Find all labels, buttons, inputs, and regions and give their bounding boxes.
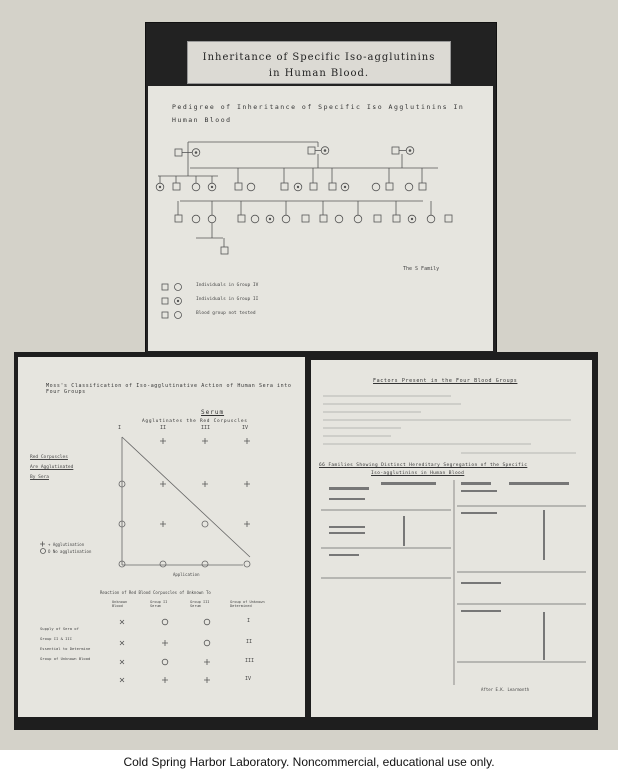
result-ii: II <box>246 639 253 645</box>
segregation-title-line-2: Iso-agglutinins in Human Blood <box>371 471 465 476</box>
side-label-line-2: Are Agglutinated <box>30 465 74 470</box>
reaction-side-line-3: Essential to Determine <box>40 646 91 651</box>
segregation-title-line-1: 66 Families Showing Distinct Hereditary Segregation of the Specific <box>319 463 528 468</box>
key-no-agglutination: O No agglutination <box>48 549 92 554</box>
column-i: I <box>118 425 122 431</box>
archive-caption: Cold Spring Harbor Laboratory. Noncommercial, educational use only. <box>123 755 495 769</box>
serum-heading: Serum <box>201 409 225 416</box>
classification-title: Moss's Classification of Iso-agglutinative Action of Human Sera into Four Groups <box>46 383 292 395</box>
reaction-side-line-4: Group of Unknown Blood <box>40 656 91 661</box>
factors-notes <box>311 360 592 717</box>
reaction-col-unknown: Unknown Blood <box>112 600 128 608</box>
pedigree-family-label: The S Family <box>403 266 440 272</box>
legend-group-ii: Individuals in Group II <box>196 297 259 302</box>
side-label-line-1: Red Corpuscles <box>30 455 68 460</box>
result-i: I <box>247 618 251 624</box>
side-label-line-3: By Sera <box>30 475 49 480</box>
exhibit-title-line-1: Inheritance of Specific Iso-agglutinins <box>202 52 436 63</box>
reaction-col-group-ii: Group II Serum <box>150 600 168 608</box>
reaction-heading: Reaction of Red Blood Corpuscles of Unknown To <box>100 590 211 595</box>
exhibit-title-line-2: in Human Blood. <box>268 68 370 79</box>
key-agglutination: + Agglutination <box>48 542 85 547</box>
column-iv: IV <box>242 425 249 431</box>
factors-sheet <box>311 360 592 717</box>
signature: After E.K. Learmonth <box>481 687 530 692</box>
classification-sheet <box>18 357 305 717</box>
pedigree-title-line-2: Human Blood <box>172 116 232 124</box>
pedigree-chart-sheet <box>148 86 493 351</box>
reaction-side-line-2: Group II & III <box>40 636 73 641</box>
legend-not-tested: Blood group not tested <box>196 311 256 316</box>
column-ii: II <box>160 425 167 431</box>
reaction-side-line-1: Supply of Sera of <box>40 626 79 631</box>
reaction-col-group-iii: Group III Serum <box>190 600 210 608</box>
result-iv: IV <box>245 676 252 682</box>
serum-subheading: Agglutinates the Red Corpuscles <box>142 419 248 424</box>
column-iii: III <box>201 425 211 431</box>
application-label: Application <box>173 572 200 577</box>
legend-group-iv: Individuals in Group IV <box>196 283 259 288</box>
factors-title: Factors Present in the Four Blood Groups <box>373 378 518 384</box>
exhibit-title-card <box>187 41 451 84</box>
reaction-table <box>18 357 305 717</box>
pedigree-title-line-1: Pedigree of Inheritance of Specific Iso Agglutinins In <box>172 103 465 111</box>
result-iii: III <box>245 658 255 664</box>
reaction-col-determined: Group of Unknown Determined <box>230 600 265 608</box>
